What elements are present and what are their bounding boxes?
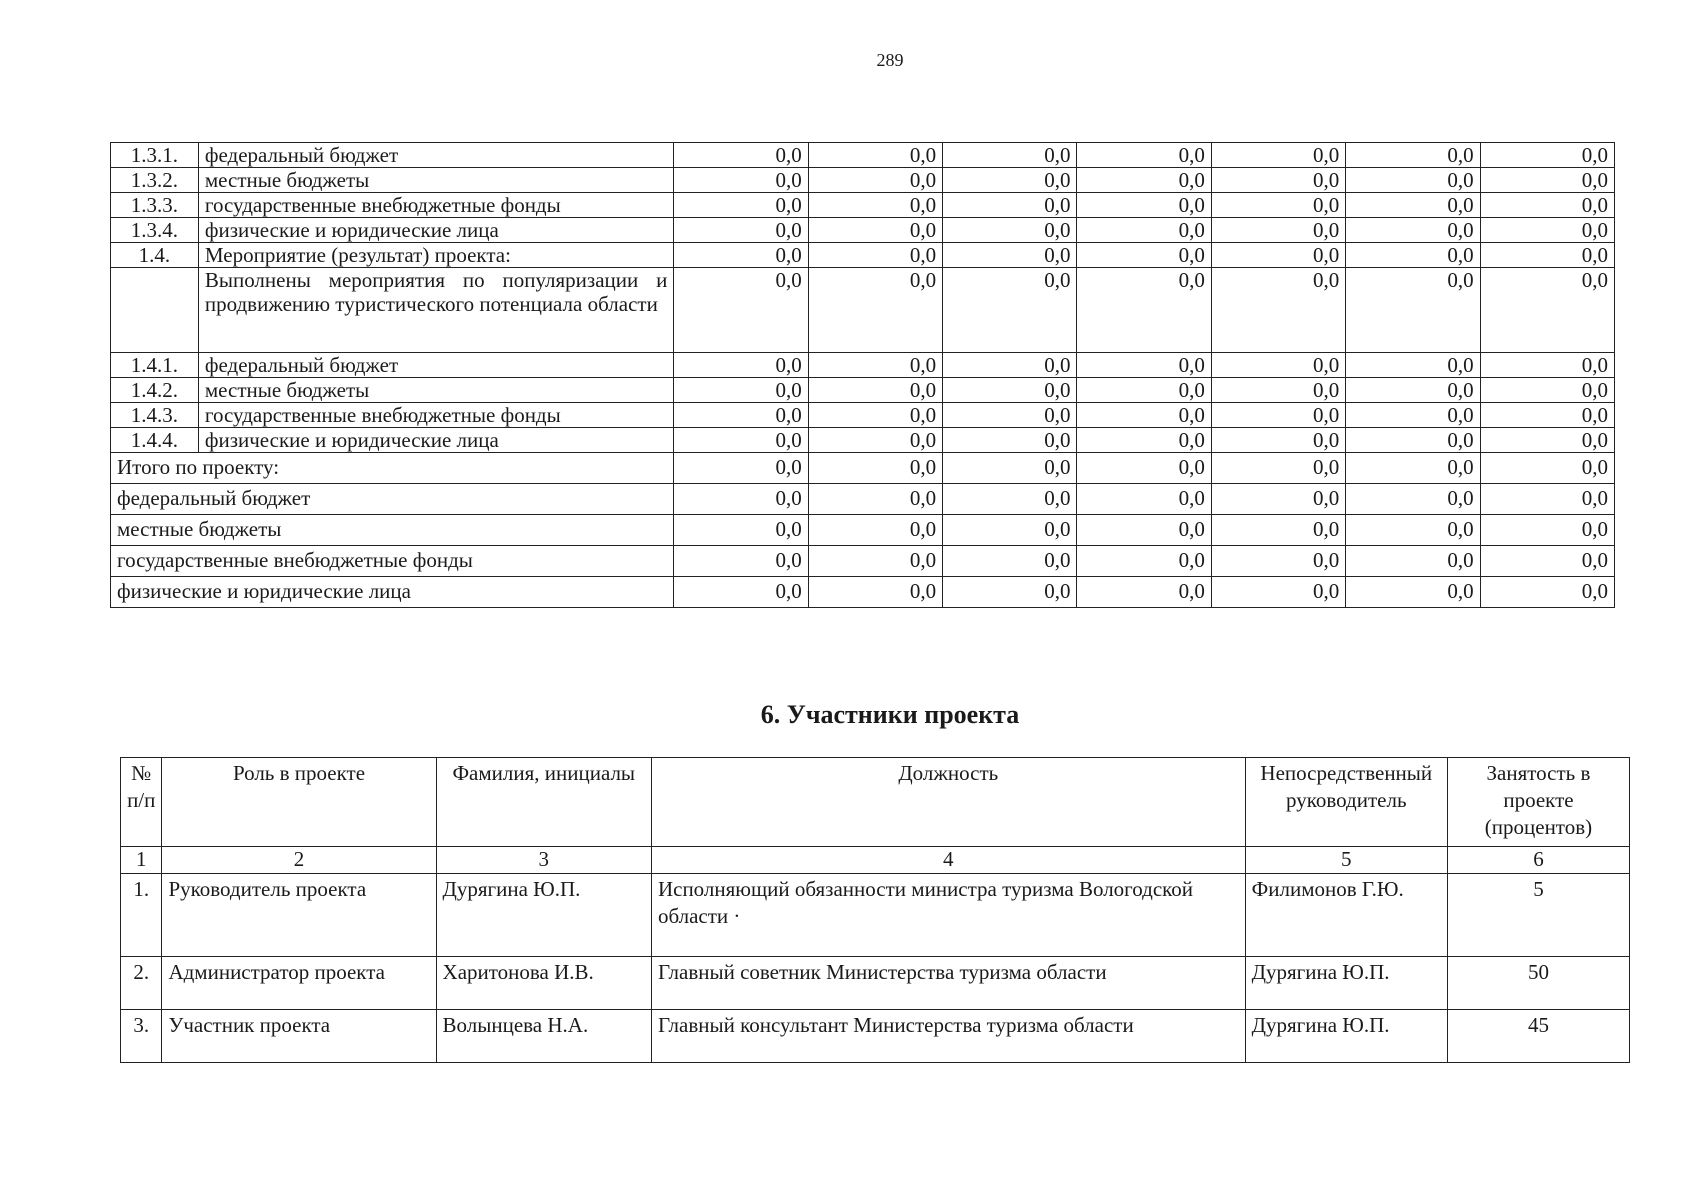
total-value: 0,0: [1211, 453, 1345, 484]
total-value: 0,0: [674, 515, 808, 546]
row-value: 0,0: [674, 353, 808, 378]
participant-employment: 5: [1447, 874, 1629, 957]
budget-total-row: [111, 577, 1615, 608]
row-value: 0,0: [1480, 378, 1614, 403]
row-value: 0,0: [1211, 168, 1345, 193]
participants-table-body: [121, 874, 1630, 1063]
row-value: 0,0: [1211, 403, 1345, 428]
participant-row: [121, 874, 1630, 957]
total-value: 0,0: [943, 577, 1077, 608]
row-value: 0,0: [674, 143, 808, 168]
row-value: 0,0: [943, 353, 1077, 378]
total-value: 0,0: [1077, 546, 1211, 577]
participant-role: Администратор проекта: [162, 957, 436, 1010]
row-label: местные бюджеты: [198, 378, 673, 403]
total-value: 0,0: [1211, 546, 1345, 577]
row-label: федеральный бюджет: [198, 143, 673, 168]
row-value: 0,0: [1346, 378, 1480, 403]
row-value: 0,0: [1480, 168, 1614, 193]
budget-row: [111, 428, 1615, 453]
row-code: 1.4.: [111, 243, 199, 268]
total-value: 0,0: [1211, 484, 1345, 515]
row-value: 0,0: [674, 218, 808, 243]
row-value: 0,0: [1480, 428, 1614, 453]
row-value: 0,0: [943, 243, 1077, 268]
budget-row: [111, 403, 1615, 428]
column-number: 3: [436, 847, 651, 874]
total-value: 0,0: [1346, 515, 1480, 546]
row-value: 0,0: [808, 428, 942, 453]
participant-manager: Дурягина Ю.П.: [1245, 957, 1447, 1010]
participant-manager: Дурягина Ю.П.: [1245, 1010, 1447, 1063]
row-value: 0,0: [1211, 143, 1345, 168]
row-value: 0,0: [674, 243, 808, 268]
row-value: 0,0: [943, 218, 1077, 243]
row-value: 0,0: [1346, 243, 1480, 268]
participant-number: 1.: [121, 874, 162, 957]
total-value: 0,0: [674, 484, 808, 515]
total-value: 0,0: [1346, 484, 1480, 515]
page-number: 289: [876, 50, 904, 70]
row-value: 0,0: [1480, 403, 1614, 428]
total-value: 0,0: [808, 484, 942, 515]
row-value: 0,0: [943, 168, 1077, 193]
row-value: 0,0: [1211, 378, 1345, 403]
row-value: 0,0: [1077, 268, 1211, 353]
row-value: 0,0: [808, 168, 942, 193]
participant-row: [121, 1010, 1630, 1063]
row-code: 1.3.4.: [111, 218, 199, 243]
budget-total-row: [111, 453, 1615, 484]
total-value: 0,0: [1077, 484, 1211, 515]
column-number: 4: [651, 847, 1245, 874]
participant-employment: 50: [1447, 957, 1629, 1010]
row-value: 0,0: [943, 268, 1077, 353]
row-value: 0,0: [808, 143, 942, 168]
total-value: 0,0: [943, 484, 1077, 515]
row-value: 0,0: [1346, 143, 1480, 168]
row-value: 0,0: [1211, 243, 1345, 268]
row-value: 0,0: [1077, 218, 1211, 243]
participant-number: 2.: [121, 957, 162, 1010]
header-row: [121, 758, 1630, 847]
row-value: 0,0: [1077, 353, 1211, 378]
row-label: государственные внебюджетные фонды: [198, 403, 673, 428]
total-value: 0,0: [943, 515, 1077, 546]
participant-position: Главный консультант Министерства туризма области: [651, 1010, 1245, 1063]
column-number-row: [121, 847, 1630, 874]
header-manager: Непосредственный руководитель: [1245, 758, 1447, 847]
row-value: 0,0: [674, 403, 808, 428]
participant-manager: Филимонов Г.Ю.: [1245, 874, 1447, 957]
total-value: 0,0: [808, 453, 942, 484]
row-value: 0,0: [1346, 353, 1480, 378]
total-value: 0,0: [1077, 515, 1211, 546]
total-value: 0,0: [1346, 546, 1480, 577]
row-value: 0,0: [1346, 168, 1480, 193]
row-value: 0,0: [1211, 218, 1345, 243]
total-value: 0,0: [1480, 515, 1614, 546]
row-value: 0,0: [1077, 193, 1211, 218]
row-label: физические и юридические лица: [198, 428, 673, 453]
row-code: 1.4.1.: [111, 353, 199, 378]
column-number: 5: [1245, 847, 1447, 874]
budget-row: [111, 243, 1615, 268]
row-value: 0,0: [943, 428, 1077, 453]
row-value: 0,0: [674, 268, 808, 353]
total-value: 0,0: [808, 546, 942, 577]
total-value: 0,0: [1346, 453, 1480, 484]
participants-table-header: [121, 758, 1630, 874]
total-label: местные бюджеты: [111, 515, 674, 546]
budget-row: [111, 378, 1615, 403]
total-label: государственные внебюджетные фонды: [111, 546, 674, 577]
column-number: 2: [162, 847, 436, 874]
row-code: 1.3.1.: [111, 143, 199, 168]
row-value: 0,0: [1480, 143, 1614, 168]
row-label: государственные внебюджетные фонды: [198, 193, 673, 218]
row-value: 0,0: [1346, 403, 1480, 428]
row-value: 0,0: [1480, 353, 1614, 378]
row-value: 0,0: [1211, 268, 1345, 353]
budget-row: [111, 353, 1615, 378]
row-code: [111, 268, 199, 353]
row-value: 0,0: [674, 378, 808, 403]
participant-position: Главный советник Министерства туризма области: [651, 957, 1245, 1010]
total-label: физические и юридические лица: [111, 577, 674, 608]
header-position: Должность: [651, 758, 1245, 847]
budget-total-row: [111, 546, 1615, 577]
row-value: 0,0: [1211, 428, 1345, 453]
participant-role: Участник проекта: [162, 1010, 436, 1063]
row-label: Выполнены мероприятия по популяризации и продвижению туристического потенциала области: [198, 268, 673, 353]
row-value: 0,0: [808, 218, 942, 243]
budget-row: [111, 218, 1615, 243]
participant-number: 3.: [121, 1010, 162, 1063]
row-value: 0,0: [1346, 193, 1480, 218]
row-code: 1.3.3.: [111, 193, 199, 218]
row-value: 0,0: [1346, 218, 1480, 243]
row-value: 0,0: [1346, 428, 1480, 453]
total-value: 0,0: [1480, 484, 1614, 515]
budget-total-row: [111, 515, 1615, 546]
total-value: 0,0: [943, 546, 1077, 577]
header-name: Фамилия, инициалы: [436, 758, 651, 847]
row-value: 0,0: [808, 378, 942, 403]
row-value: 0,0: [808, 403, 942, 428]
row-value: 0,0: [808, 193, 942, 218]
row-value: 0,0: [943, 193, 1077, 218]
row-value: 0,0: [1211, 193, 1345, 218]
budget-total-row: [111, 484, 1615, 515]
total-value: 0,0: [1346, 577, 1480, 608]
participants-table: [120, 757, 1630, 1063]
row-code: 1.4.4.: [111, 428, 199, 453]
row-value: 0,0: [1346, 268, 1480, 353]
row-label: местные бюджеты: [198, 168, 673, 193]
total-value: 0,0: [1480, 453, 1614, 484]
row-value: 0,0: [1077, 378, 1211, 403]
total-value: 0,0: [674, 546, 808, 577]
total-label: федеральный бюджет: [111, 484, 674, 515]
row-value: 0,0: [1077, 243, 1211, 268]
total-value: 0,0: [943, 453, 1077, 484]
column-number: 1: [121, 847, 162, 874]
row-value: 0,0: [808, 353, 942, 378]
row-value: 0,0: [943, 143, 1077, 168]
row-value: 0,0: [943, 403, 1077, 428]
participant-name: Харитонова И.В.: [436, 957, 651, 1010]
row-value: 0,0: [943, 378, 1077, 403]
total-value: 0,0: [1211, 577, 1345, 608]
row-value: 0,0: [1480, 193, 1614, 218]
total-value: 0,0: [1077, 577, 1211, 608]
budget-row: [111, 168, 1615, 193]
total-value: 0,0: [674, 577, 808, 608]
participant-row: [121, 957, 1630, 1010]
total-value: 0,0: [808, 515, 942, 546]
row-code: 1.3.2.: [111, 168, 199, 193]
row-value: 0,0: [1077, 428, 1211, 453]
row-value: 0,0: [808, 268, 942, 353]
row-value: 0,0: [674, 428, 808, 453]
total-value: 0,0: [808, 577, 942, 608]
row-code: 1.4.2.: [111, 378, 199, 403]
total-value: 0,0: [674, 453, 808, 484]
participant-employment: 45: [1447, 1010, 1629, 1063]
budget-table: [110, 142, 1615, 608]
row-code: 1.4.3.: [111, 403, 199, 428]
row-value: 0,0: [1480, 268, 1614, 353]
column-number: 6: [1447, 847, 1629, 874]
total-value: 0,0: [1211, 515, 1345, 546]
row-value: 0,0: [1077, 143, 1211, 168]
total-label: Итого по проекту:: [111, 453, 674, 484]
total-value: 0,0: [1077, 453, 1211, 484]
header-employment: Занятость в проекте (процентов): [1447, 758, 1629, 847]
header-number: № п/п: [121, 758, 162, 847]
row-value: 0,0: [1077, 168, 1211, 193]
budget-table-body: [111, 143, 1615, 608]
row-label: физические и юридические лица: [198, 218, 673, 243]
row-value: 0,0: [808, 243, 942, 268]
row-label: Мероприятие (результат) проекта:: [198, 243, 673, 268]
participant-name: Дурягина Ю.П.: [436, 874, 651, 957]
participant-role: Руководитель проекта: [162, 874, 436, 957]
budget-row: [111, 143, 1615, 168]
row-value: 0,0: [1211, 353, 1345, 378]
header-role: Роль в проекте: [162, 758, 436, 847]
section-title: 6. Участники проекта: [760, 700, 1020, 729]
participant-position: Исполняющий обязанности министра туризма Вологодской области ·: [651, 874, 1245, 957]
total-value: 0,0: [1480, 577, 1614, 608]
row-value: 0,0: [1077, 403, 1211, 428]
participant-name: Волынцева Н.А.: [436, 1010, 651, 1063]
budget-row: [111, 193, 1615, 218]
budget-row: [111, 268, 1615, 353]
row-value: 0,0: [1480, 218, 1614, 243]
total-value: 0,0: [1480, 546, 1614, 577]
row-value: 0,0: [1480, 243, 1614, 268]
row-value: 0,0: [674, 193, 808, 218]
row-label: федеральный бюджет: [198, 353, 673, 378]
row-value: 0,0: [674, 168, 808, 193]
